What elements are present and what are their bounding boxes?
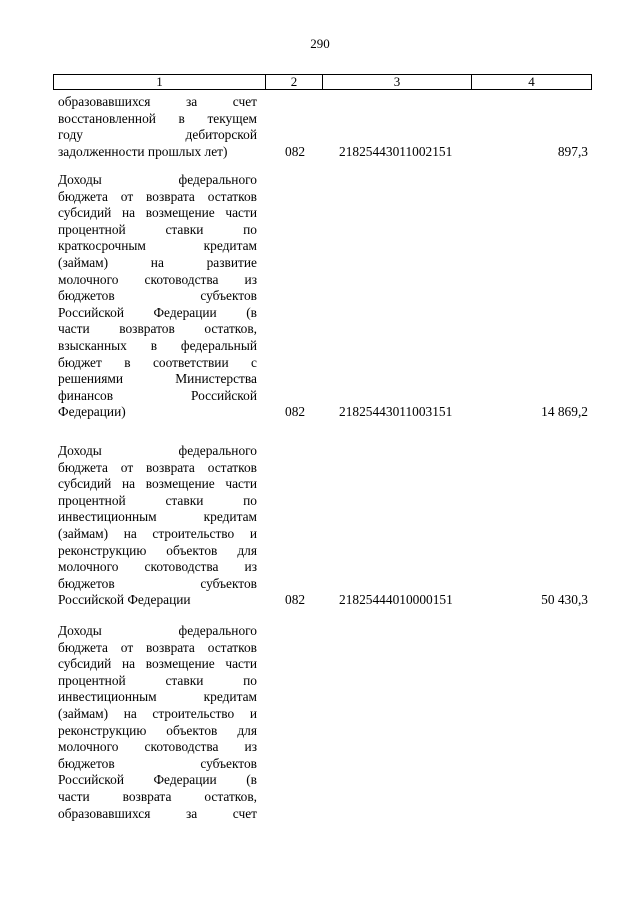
description-line: инвестиционным кредитам xyxy=(58,509,257,525)
description-line: бюджет в соответствии с xyxy=(58,354,257,370)
description-line: молочного скотоводства из xyxy=(58,271,257,287)
description-line: (займам) на строительство и xyxy=(58,705,257,721)
description-line: Федерации) xyxy=(58,404,126,420)
column-header-3: 3 xyxy=(323,75,472,90)
description-line: реконструкцию объектов для xyxy=(58,722,257,738)
description-line: бюджета от возврата остатков xyxy=(58,459,257,475)
description-line: Российской Федерации (в xyxy=(58,772,257,788)
description-line: (займам) на развитие xyxy=(58,254,257,270)
row-description xyxy=(58,172,257,421)
column-header-2: 2 xyxy=(266,75,323,90)
description-line: краткосрочным кредитам xyxy=(58,238,257,254)
description-line: бюджета от возврата остатков xyxy=(58,188,257,204)
description-line: задолженности прошлых лет) xyxy=(58,143,228,159)
description-line: молочного скотоводства из xyxy=(58,559,257,575)
table-row xyxy=(58,172,594,421)
budget-code: 21825444010000151 xyxy=(339,592,453,608)
description-line: бюджета от возврата остатков xyxy=(58,639,257,655)
description-line: Доходы федерального xyxy=(58,172,257,187)
description-line: субсидий на возмещение части xyxy=(58,205,257,221)
table-row xyxy=(58,443,594,609)
description-line: взысканных в федеральный xyxy=(58,337,257,353)
admin-code: 082 xyxy=(285,404,306,420)
description-line: части возврата остатков, xyxy=(58,788,257,804)
description-line: Доходы федерального xyxy=(58,623,257,638)
description-line: процентной ставки по xyxy=(58,492,257,508)
amount: 50 430,3 xyxy=(541,592,588,608)
description-line: бюджетов субъектов xyxy=(58,575,257,591)
description-line: реконструкцию объектов для xyxy=(58,542,257,558)
admin-code: 082 xyxy=(285,592,306,608)
table-row xyxy=(58,623,594,822)
description-line: молочного скотоводства из xyxy=(58,739,257,755)
description-line: инвестиционным кредитам xyxy=(58,689,257,705)
column-header-row xyxy=(54,75,592,90)
description-line: (займам) на строительство и xyxy=(58,525,257,541)
description-line: бюджетов субъектов xyxy=(58,288,257,304)
description-line: финансов Российской xyxy=(58,387,257,403)
description-line: восстановленной в текущем xyxy=(58,110,257,126)
row-description xyxy=(58,443,257,609)
amount: 14 869,2 xyxy=(541,404,588,420)
budget-code: 21825443011003151 xyxy=(339,404,453,420)
description-line: образовавшихся за счет xyxy=(58,805,257,821)
description-line: Российской Федерации (в xyxy=(58,304,257,320)
description-line: образовавшихся за счет xyxy=(58,94,257,109)
description-line: процентной ставки по xyxy=(58,672,257,688)
amount: 897,3 xyxy=(557,143,588,159)
description-line: части возвратов остатков, xyxy=(58,321,257,337)
description-line: Доходы федерального xyxy=(58,443,257,458)
description-line: году дебиторской xyxy=(58,127,257,143)
row-description xyxy=(58,623,257,822)
description-line: субсидий на возмещение части xyxy=(58,476,257,492)
budget-code: 21825443011002151 xyxy=(339,143,453,159)
page-number: 290 xyxy=(310,36,330,51)
row-description xyxy=(58,94,257,160)
description-line: решениями Министерства xyxy=(58,371,257,387)
description-line: субсидий на возмещение части xyxy=(58,656,257,672)
description-line: Российской Федерации xyxy=(58,592,191,608)
table-row xyxy=(58,94,594,160)
column-header-4: 4 xyxy=(472,75,592,90)
column-header-table xyxy=(53,74,592,90)
description-line: бюджетов субъектов xyxy=(58,755,257,771)
admin-code: 082 xyxy=(285,143,306,159)
description-line: процентной ставки по xyxy=(58,221,257,237)
column-header-1: 1 xyxy=(54,75,266,90)
